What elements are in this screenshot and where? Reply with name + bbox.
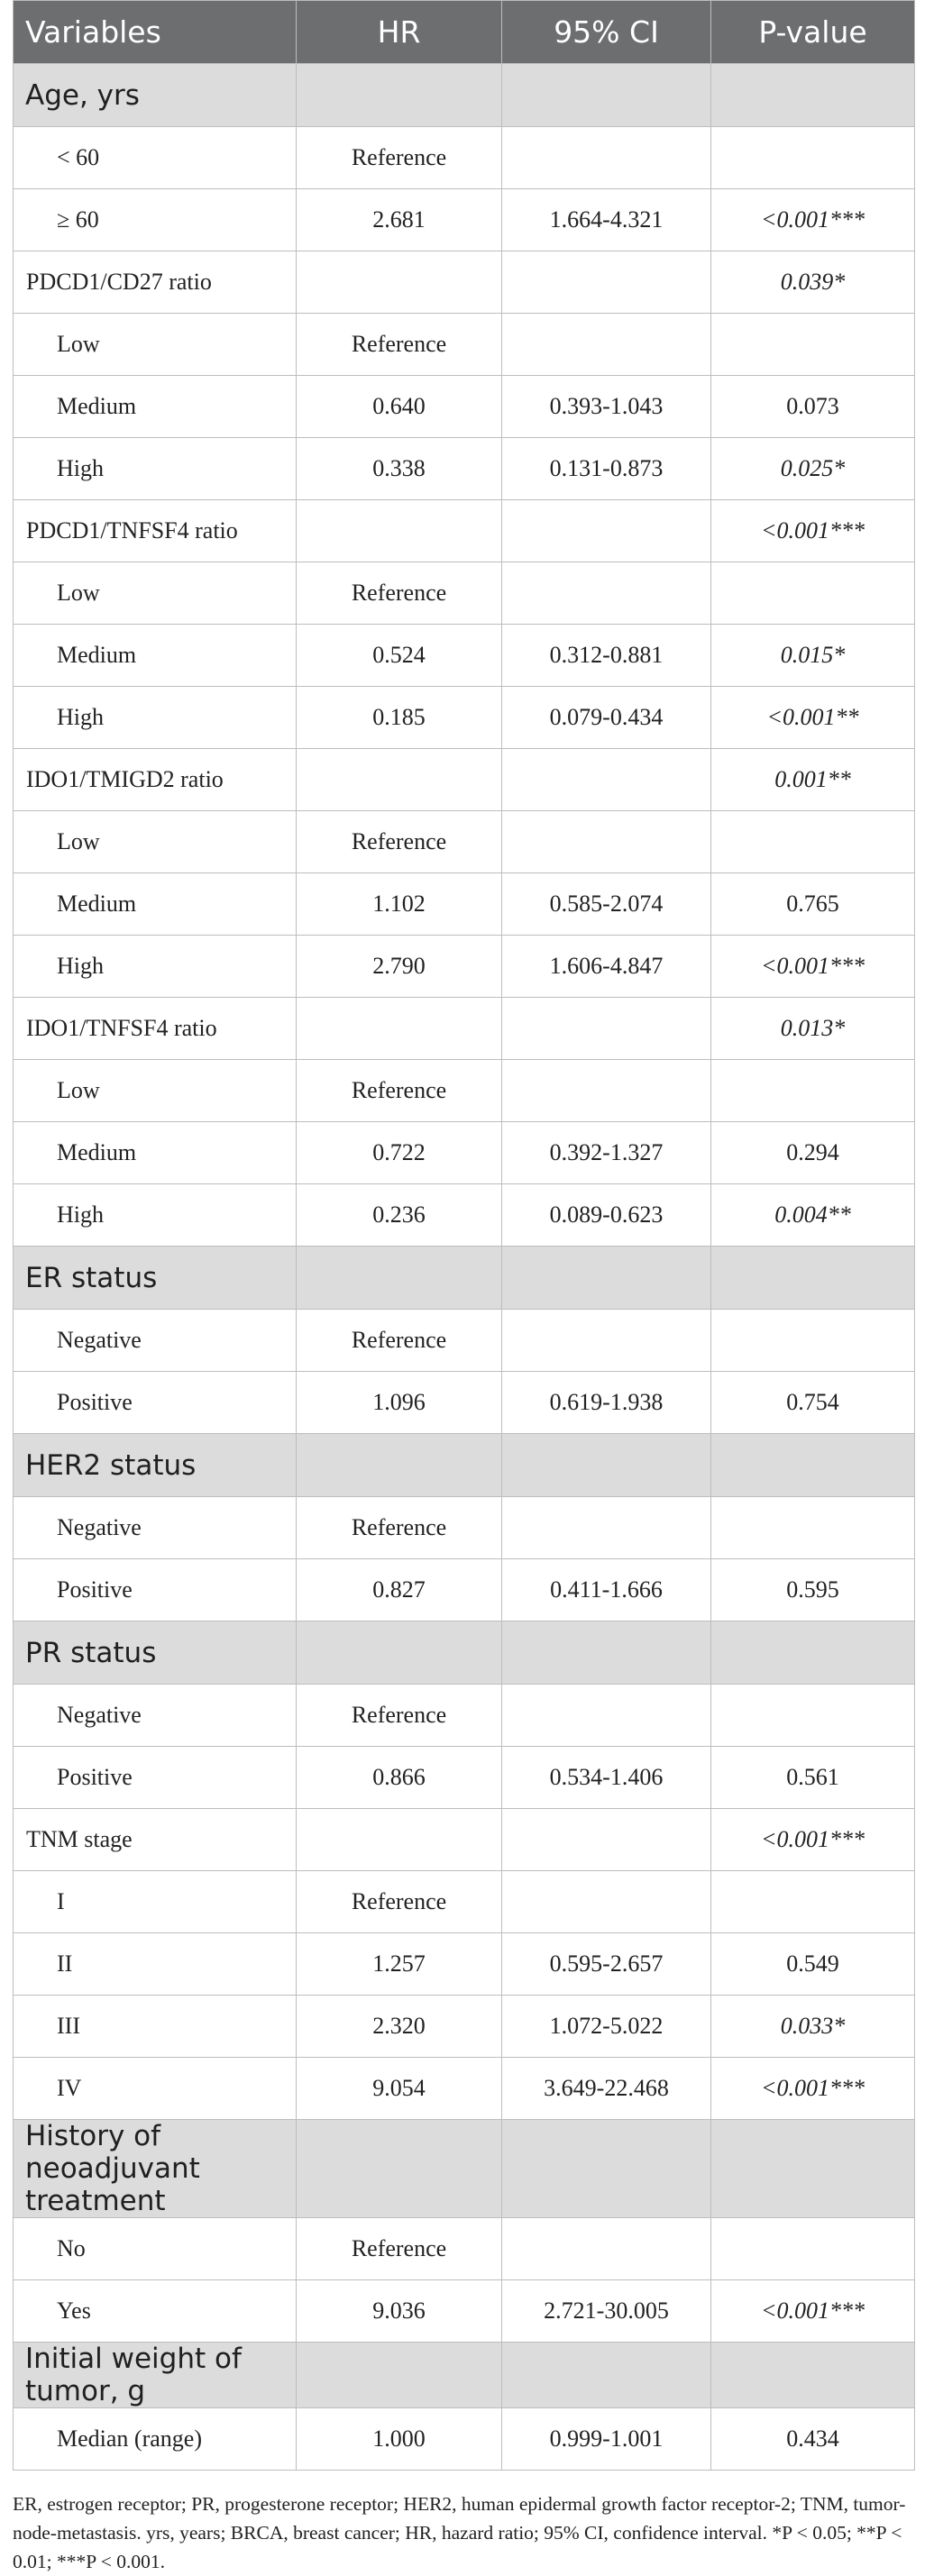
ci-cell bbox=[502, 1809, 711, 1871]
ci-cell bbox=[502, 127, 711, 189]
hr-cell: 2.320 bbox=[297, 1996, 502, 2058]
table-row bbox=[14, 562, 915, 625]
p-value-cell bbox=[711, 1685, 915, 1747]
variable-cell: Low bbox=[14, 1060, 297, 1122]
table-header bbox=[14, 1, 915, 64]
variable-cell: PDCD1/CD27 ratio bbox=[14, 251, 297, 314]
table-row bbox=[14, 314, 915, 376]
hr-cell bbox=[297, 998, 502, 1060]
table-row bbox=[14, 2408, 915, 2471]
variable-cell: High bbox=[14, 936, 297, 998]
table-row bbox=[14, 1685, 915, 1747]
variable-cell: Low bbox=[14, 562, 297, 625]
variable-cell: Median (range) bbox=[14, 2408, 297, 2471]
table-row bbox=[14, 438, 915, 500]
variable-cell: History of neoadjuvant treatment bbox=[14, 2120, 297, 2218]
hr-cell: 0.185 bbox=[297, 687, 502, 749]
table-row bbox=[14, 811, 915, 873]
table-footnote: ER, estrogen receptor; PR, progesterone receptor; HER2, human epidermal growth factor receptor-2; TNM, tumor-node-metastasis. yrs, years; BRCA, breast cancer; HR, hazard ratio; 95% CI, confidence interval. *P < 0.05; **P < 0.01; ***P < 0.001. bbox=[13, 2493, 906, 2572]
section-row bbox=[14, 64, 915, 127]
ci-cell bbox=[502, 2120, 711, 2218]
ci-cell: 0.312-0.881 bbox=[502, 625, 711, 687]
table-row bbox=[14, 1871, 915, 1933]
p-value-cell: 0.025* bbox=[711, 438, 915, 500]
table-row bbox=[14, 1184, 915, 1247]
variable-cell: Low bbox=[14, 811, 297, 873]
hr-cell: 1.096 bbox=[297, 1372, 502, 1434]
ci-cell bbox=[502, 251, 711, 314]
p-value-cell bbox=[711, 1247, 915, 1310]
subgroup-row bbox=[14, 749, 915, 811]
p-value-cell bbox=[711, 1871, 915, 1933]
ci-cell bbox=[502, 500, 711, 562]
variable-cell: IV bbox=[14, 2058, 297, 2120]
hr-cell: Reference bbox=[297, 2218, 502, 2280]
table-row bbox=[14, 1497, 915, 1559]
variable-cell: Medium bbox=[14, 1122, 297, 1184]
variable-cell: Positive bbox=[14, 1559, 297, 1621]
p-value-cell bbox=[711, 2120, 915, 2218]
ci-cell bbox=[502, 1247, 711, 1310]
ci-cell: 1.664-4.321 bbox=[502, 189, 711, 251]
section-row bbox=[14, 2343, 915, 2408]
p-value-cell bbox=[711, 1310, 915, 1372]
ci-cell: 0.131-0.873 bbox=[502, 438, 711, 500]
ci-cell: 1.606-4.847 bbox=[502, 936, 711, 998]
subgroup-row bbox=[14, 1809, 915, 1871]
hr-cell: 2.790 bbox=[297, 936, 502, 998]
table-row bbox=[14, 1122, 915, 1184]
hr-cell: Reference bbox=[297, 314, 502, 376]
p-value-cell: 0.294 bbox=[711, 1122, 915, 1184]
table-row bbox=[14, 2280, 915, 2343]
variable-cell: PDCD1/TNFSF4 ratio bbox=[14, 500, 297, 562]
hr-cell: 0.640 bbox=[297, 376, 502, 438]
ci-cell: 3.649-22.468 bbox=[502, 2058, 711, 2120]
variable-cell: Medium bbox=[14, 625, 297, 687]
ci-cell: 0.585-2.074 bbox=[502, 873, 711, 936]
hr-cell bbox=[297, 749, 502, 811]
section-row bbox=[14, 1247, 915, 1310]
table-row bbox=[14, 873, 915, 936]
ci-cell: 0.619-1.938 bbox=[502, 1372, 711, 1434]
table-row bbox=[14, 1310, 915, 1372]
p-value-cell bbox=[711, 1621, 915, 1685]
table-row bbox=[14, 687, 915, 749]
ci-cell bbox=[502, 1060, 711, 1122]
p-value-cell bbox=[711, 64, 915, 127]
hr-cell bbox=[297, 1621, 502, 1685]
ci-cell bbox=[502, 998, 711, 1060]
hr-cell bbox=[297, 1247, 502, 1310]
ci-cell: 1.072-5.022 bbox=[502, 1996, 711, 2058]
ci-cell: 0.534-1.406 bbox=[502, 1747, 711, 1809]
p-value-cell: 0.595 bbox=[711, 1559, 915, 1621]
p-value-cell bbox=[711, 1497, 915, 1559]
header-ci: 95% CI bbox=[502, 1, 711, 64]
variable-cell: High bbox=[14, 438, 297, 500]
hr-cell: Reference bbox=[297, 1060, 502, 1122]
variable-cell: Medium bbox=[14, 376, 297, 438]
ci-cell bbox=[502, 749, 711, 811]
p-value-cell: <0.001*** bbox=[711, 189, 915, 251]
ci-cell bbox=[502, 1871, 711, 1933]
p-value-cell: 0.001** bbox=[711, 749, 915, 811]
variable-cell: Negative bbox=[14, 1685, 297, 1747]
variable-cell: Yes bbox=[14, 2280, 297, 2343]
hr-cell: 0.338 bbox=[297, 438, 502, 500]
p-value-cell bbox=[711, 314, 915, 376]
ci-cell: 0.393-1.043 bbox=[502, 376, 711, 438]
variable-cell: Low bbox=[14, 314, 297, 376]
hr-cell: 2.681 bbox=[297, 189, 502, 251]
hr-cell: 9.036 bbox=[297, 2280, 502, 2343]
hr-cell: Reference bbox=[297, 811, 502, 873]
header-variables: Variables bbox=[14, 1, 297, 64]
table-body bbox=[14, 64, 915, 2471]
hr-cell bbox=[297, 500, 502, 562]
p-value-cell: 0.765 bbox=[711, 873, 915, 936]
ci-cell: 0.392-1.327 bbox=[502, 1122, 711, 1184]
p-value-cell: <0.001** bbox=[711, 687, 915, 749]
section-row bbox=[14, 2120, 915, 2218]
ci-cell bbox=[502, 2343, 711, 2408]
hr-cell: 0.827 bbox=[297, 1559, 502, 1621]
variable-cell: < 60 bbox=[14, 127, 297, 189]
p-value-cell: 0.073 bbox=[711, 376, 915, 438]
ci-cell bbox=[502, 1621, 711, 1685]
variable-cell: Age, yrs bbox=[14, 64, 297, 127]
p-value-cell: 0.013* bbox=[711, 998, 915, 1060]
table-container bbox=[13, 0, 914, 2471]
table-row bbox=[14, 2058, 915, 2120]
hr-cell: Reference bbox=[297, 562, 502, 625]
p-value-cell bbox=[711, 1434, 915, 1497]
hr-cell: Reference bbox=[297, 127, 502, 189]
table-row bbox=[14, 2218, 915, 2280]
table-row bbox=[14, 376, 915, 438]
hr-cell bbox=[297, 64, 502, 127]
variable-cell: I bbox=[14, 1871, 297, 1933]
p-value-cell: <0.001*** bbox=[711, 500, 915, 562]
variable-cell: IDO1/TNFSF4 ratio bbox=[14, 998, 297, 1060]
hr-cell: 0.236 bbox=[297, 1184, 502, 1247]
p-value-cell: 0.754 bbox=[711, 1372, 915, 1434]
ci-cell bbox=[502, 1434, 711, 1497]
variable-cell: Negative bbox=[14, 1310, 297, 1372]
ci-cell bbox=[502, 1685, 711, 1747]
ci-cell: 2.721-30.005 bbox=[502, 2280, 711, 2343]
ci-cell: 0.089-0.623 bbox=[502, 1184, 711, 1247]
ci-cell: 0.999-1.001 bbox=[502, 2408, 711, 2471]
p-value-cell: 0.033* bbox=[711, 1996, 915, 2058]
ci-cell: 0.595-2.657 bbox=[502, 1933, 711, 1996]
ci-cell: 0.079-0.434 bbox=[502, 687, 711, 749]
variable-cell: III bbox=[14, 1996, 297, 2058]
variable-cell: ER status bbox=[14, 1247, 297, 1310]
table-row bbox=[14, 1747, 915, 1809]
p-value-cell: <0.001*** bbox=[711, 1809, 915, 1871]
p-value-cell bbox=[711, 2343, 915, 2408]
variable-cell: Negative bbox=[14, 1497, 297, 1559]
table-row bbox=[14, 1996, 915, 2058]
p-value-cell bbox=[711, 562, 915, 625]
table-row bbox=[14, 1060, 915, 1122]
hr-cell bbox=[297, 2343, 502, 2408]
header-hr: HR bbox=[297, 1, 502, 64]
hr-cell: 1.102 bbox=[297, 873, 502, 936]
variable-cell: ≥ 60 bbox=[14, 189, 297, 251]
ci-cell bbox=[502, 562, 711, 625]
section-row bbox=[14, 1434, 915, 1497]
p-value-cell: 0.039* bbox=[711, 251, 915, 314]
hazard-ratio-table bbox=[13, 0, 915, 2471]
p-value-cell: 0.561 bbox=[711, 1747, 915, 1809]
variable-cell: Initial weight of tumor, g bbox=[14, 2343, 297, 2408]
ci-cell bbox=[502, 811, 711, 873]
table-row bbox=[14, 189, 915, 251]
table-row bbox=[14, 1933, 915, 1996]
header-p-value: P-value bbox=[711, 1, 915, 64]
variable-cell: High bbox=[14, 1184, 297, 1247]
ci-cell bbox=[502, 64, 711, 127]
table-row bbox=[14, 936, 915, 998]
ci-cell bbox=[502, 1497, 711, 1559]
hr-cell bbox=[297, 1434, 502, 1497]
subgroup-row bbox=[14, 251, 915, 314]
p-value-cell: <0.001*** bbox=[711, 2058, 915, 2120]
table-row bbox=[14, 1372, 915, 1434]
hr-cell: Reference bbox=[297, 1685, 502, 1747]
table-row bbox=[14, 127, 915, 189]
hr-cell: Reference bbox=[297, 1310, 502, 1372]
hr-cell: 0.524 bbox=[297, 625, 502, 687]
p-value-cell bbox=[711, 811, 915, 873]
hr-cell bbox=[297, 1809, 502, 1871]
ci-cell bbox=[502, 2218, 711, 2280]
variable-cell: No bbox=[14, 2218, 297, 2280]
p-value-cell bbox=[711, 127, 915, 189]
hr-cell: 0.722 bbox=[297, 1122, 502, 1184]
p-value-cell: 0.434 bbox=[711, 2408, 915, 2471]
variable-cell: II bbox=[14, 1933, 297, 1996]
hr-cell: Reference bbox=[297, 1871, 502, 1933]
hr-cell: 9.054 bbox=[297, 2058, 502, 2120]
table-row bbox=[14, 1559, 915, 1621]
p-value-cell: 0.015* bbox=[711, 625, 915, 687]
subgroup-row bbox=[14, 998, 915, 1060]
variable-cell: PR status bbox=[14, 1621, 297, 1685]
hr-cell: 1.000 bbox=[297, 2408, 502, 2471]
variable-cell: HER2 status bbox=[14, 1434, 297, 1497]
section-row bbox=[14, 1621, 915, 1685]
variable-cell: High bbox=[14, 687, 297, 749]
hr-cell bbox=[297, 2120, 502, 2218]
variable-cell: Positive bbox=[14, 1372, 297, 1434]
ci-cell bbox=[502, 1310, 711, 1372]
ci-cell: 0.411-1.666 bbox=[502, 1559, 711, 1621]
variable-cell: Medium bbox=[14, 873, 297, 936]
p-value-cell: 0.004** bbox=[711, 1184, 915, 1247]
hr-cell: Reference bbox=[297, 1497, 502, 1559]
header-row bbox=[14, 1, 915, 64]
ci-cell bbox=[502, 314, 711, 376]
p-value-cell bbox=[711, 1060, 915, 1122]
variable-cell: Positive bbox=[14, 1747, 297, 1809]
hr-cell: 0.866 bbox=[297, 1747, 502, 1809]
variable-cell: TNM stage bbox=[14, 1809, 297, 1871]
variable-cell: IDO1/TMIGD2 ratio bbox=[14, 749, 297, 811]
subgroup-row bbox=[14, 500, 915, 562]
table-row bbox=[14, 625, 915, 687]
hr-cell bbox=[297, 251, 502, 314]
p-value-cell bbox=[711, 2218, 915, 2280]
p-value-cell: <0.001*** bbox=[711, 936, 915, 998]
p-value-cell: 0.549 bbox=[711, 1933, 915, 1996]
hr-cell: 1.257 bbox=[297, 1933, 502, 1996]
p-value-cell: <0.001*** bbox=[711, 2280, 915, 2343]
